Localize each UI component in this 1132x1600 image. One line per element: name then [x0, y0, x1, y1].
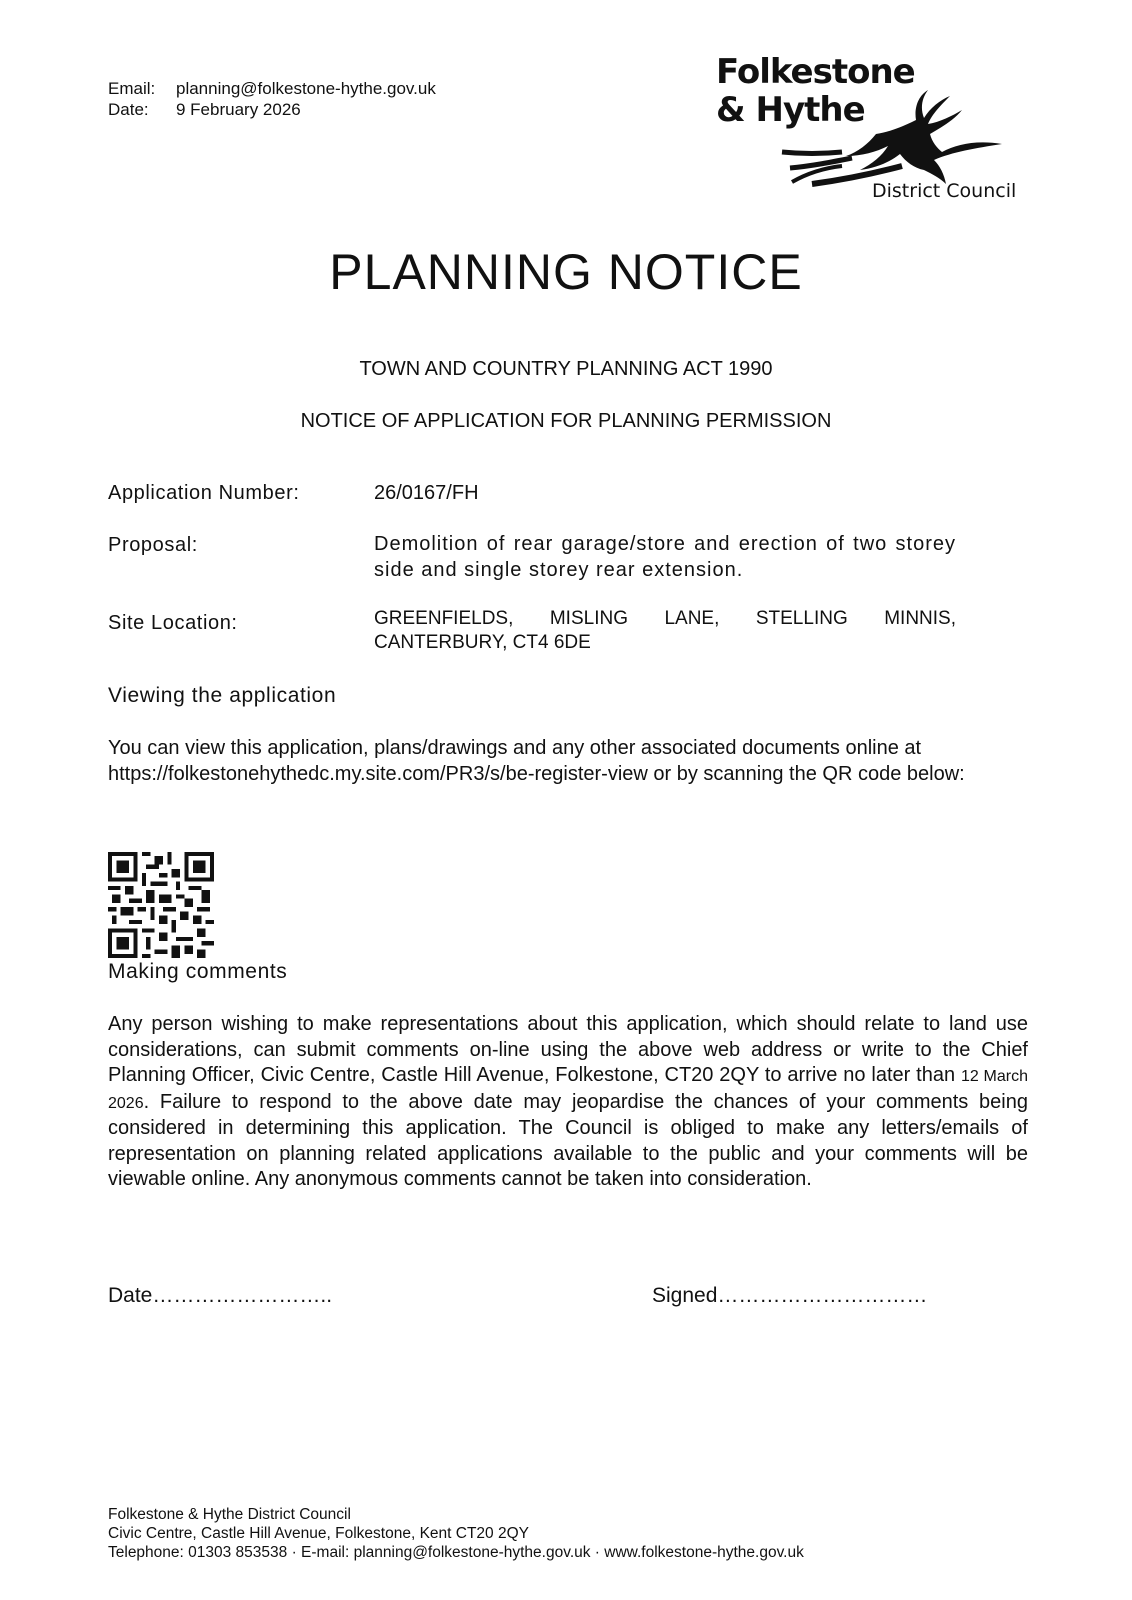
email-value[interactable]: planning@folkestone-hythe.gov.uk	[176, 79, 436, 98]
page-title: PLANNING NOTICE	[329, 244, 803, 300]
footer-line-3: Telephone: 01303 853538 · E-mail: planning@folkestone-hythe.gov.uk · www.folkestone-hythe.gov.uk	[108, 1544, 804, 1561]
comments-deadline: 12 March 2026	[108, 1068, 1028, 1112]
date-signature-line: Date……………………..	[108, 1284, 333, 1307]
site-location-label: Site Location:	[108, 612, 238, 634]
date-value: 9 February 2026	[176, 100, 301, 119]
logo-subtitle: District Council	[872, 180, 1017, 202]
council-logo	[712, 50, 1022, 210]
email-row	[108, 78, 436, 99]
notice-type-heading: NOTICE OF APPLICATION FOR PLANNING PERMISSION	[300, 410, 832, 432]
logo-line-2: & Hythe	[716, 90, 865, 130]
application-number-value: 26/0167/FH	[374, 482, 479, 504]
date-label: Date:	[108, 100, 149, 119]
viewing-heading: Viewing the application	[108, 684, 337, 707]
footer-line-2: Civic Centre, Castle Hill Avenue, Folkestone, Kent CT20 2QY	[108, 1525, 529, 1542]
proposal-label: Proposal:	[108, 534, 198, 556]
footer-line-1: Folkestone & Hythe District Council	[108, 1506, 351, 1523]
comments-heading: Making comments	[108, 960, 288, 983]
comments-text-part-2: . Failure to respond to the above date may jeopardise the chances of your comments being considered in determining this application. The Council is obliged to make any letters/emails of representation on planning related applications available to the public and your comments will be viewable online. Any anonymous comments cannot be taken into consideration.	[108, 1090, 1028, 1190]
comments-text-part-1: Any person wishing to make representations about this application, which should relate to land use considerations, can submit comments on-line using the above web address or write to the Chief Planning Officer, Civic Centre, Castle Hill Avenue, Folkestone, CT20 2QY to arrive no later than	[108, 1013, 1028, 1086]
email-label: Email:	[108, 79, 156, 98]
horse-emblem-icon	[772, 82, 1012, 192]
footer	[108, 1505, 804, 1562]
signed-signature-line: Signed…………………………	[652, 1284, 928, 1307]
act-heading: TOWN AND COUNTRY PLANNING ACT 1990	[359, 358, 773, 380]
logo-line-1: Folkestone	[716, 52, 915, 92]
comments-text	[108, 1012, 1028, 1193]
site-location-value: GREENFIELDS, MISLING LANE, STELLING MINNIS, CANTERBURY, CT4 6DE	[374, 608, 956, 653]
contact-block	[108, 78, 436, 120]
qr-code-icon[interactable]	[108, 852, 214, 958]
date-row	[108, 99, 436, 120]
proposal-value: Demolition of rear garage/store and erection of two storey side and single storey rear extension.	[374, 533, 956, 581]
viewing-text: You can view this application, plans/drawings and any other associated documents online at https://folkestonehythedc.my.site.com/PR3/s/be-register-view or by scanning the QR code below:	[108, 737, 965, 785]
application-number-label: Application Number:	[108, 482, 300, 504]
